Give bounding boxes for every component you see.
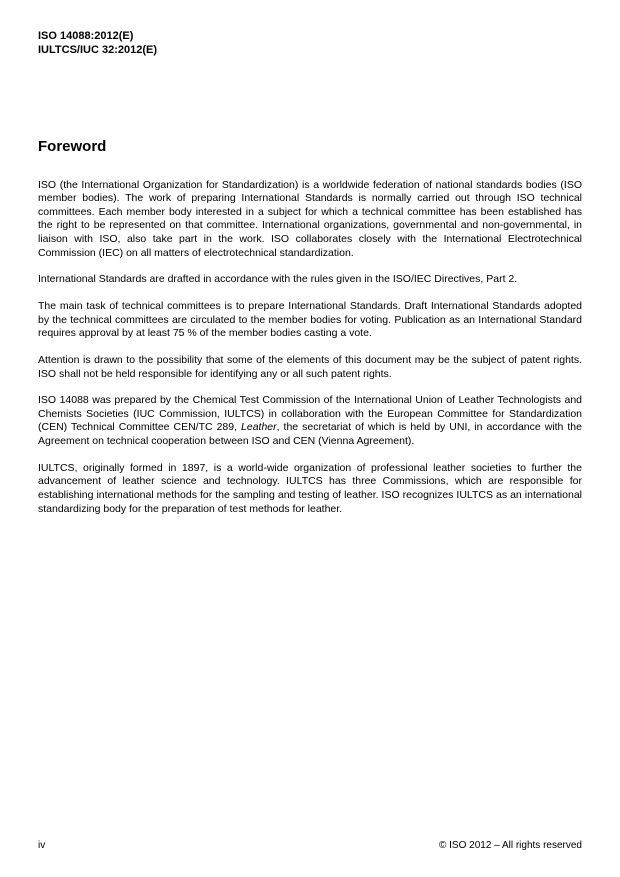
section-heading-foreword: Foreword [38,137,107,155]
standard-reference-iultcs: IULTCS/IUC 32:2012(E) [38,43,157,56]
copyright-notice: © ISO 2012 – All rights reserved [439,840,582,851]
paragraph-5 [38,394,582,449]
paragraph-3: The main task of technical committees is to prepare International Standards. Draft International Standards adopted by the technical committees are circulated to the member bodies for voting. Publication as an International Standard requires approval by at least 75 % of the member bodies casting a vote. [38,299,582,340]
paragraph-5-text-after: , the secretariat of which is held by UNI, in accordance with the Agreement on technical cooperation between ISO and CEN (Vienna Agreement). [38,421,582,448]
paragraph-2: International Standards are drafted in accordance with the rules given in the ISO/IEC Directives, Part 2. [38,273,518,286]
paragraph-5-text-before: ISO 14088 was prepared by the Chemical Test Commission of the International Union of Leather Technologists and Chemists Societies (IUC Commission, IULTCS) in collaboration with the European Committee for Standardization (CEN) Technical Committee CEN/TC 289, [38,394,582,434]
paragraph-6: IULTCS, originally formed in 1897, is a world-wide organization of professional leather societies to further the advancement of leather science and technology. IULTCS has three Commissions, which are responsible for establishing international methods for the sampling and testing of leather. ISO recognizes IULTCS as an international standardizing body for the preparation of test methods for leather. [38,461,582,515]
standard-reference-iso: ISO 14088:2012(E) [38,30,134,42]
paragraph-1: ISO (the International Organization for Standardization) is a worldwide federation of national standards bodies (ISO member bodies). The work of preparing International Standards is normally carried out through ISO technical committees. Each member body interested in a subject for which a technical committee has been established has the right to be represented on that committee. International organizations, governmental and non-governmental, in liaison with ISO, also take part in the work. ISO collaborates closely with the International Electrotechnical Commission (IEC) on all matters of electrotechnical standardization. [38,178,582,259]
page-number: iv [38,840,46,851]
foreword-body [38,179,582,517]
paragraph-5-italic-title: Leather [241,421,277,434]
document-header [38,30,582,58]
paragraph-4: Attention is drawn to the possibility that some of the elements of this document may be the subject of patent rights. ISO shall not be held responsible for identifying any or all such patent rights. [38,353,582,380]
page-footer [38,840,582,851]
